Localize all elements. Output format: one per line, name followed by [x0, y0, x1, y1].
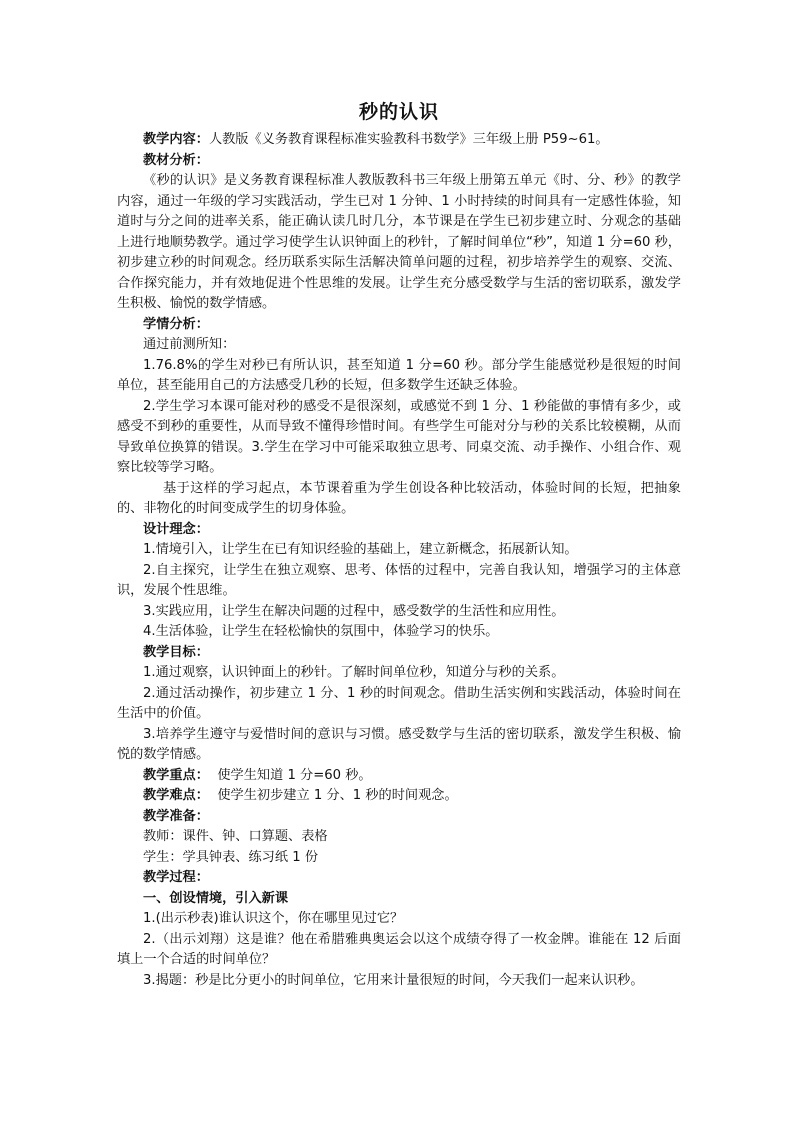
lesson-plan	[117, 98, 681, 991]
analysis-heading: 教材分析：	[143, 152, 209, 168]
learners-point-2: 2.学生学习本课可能对秒的感受不是很深刻，或感觉不到 1 分、1 秒能做的事情有多少，或感受不到秒的重要性，从而导致不懂得珍惜时间。有些学生可能对分与秒的关系比较模糊，从而导致单位换算的错误。3.学生在学习中可能采取独立思考、同桌交流、动手操作、小组合作、观察比较等学习略。	[117, 398, 681, 475]
process-section-1: 一、创设情境，引入新课	[143, 890, 289, 906]
key-point-text: 使学生知道 1 分=60 秒。	[217, 767, 372, 783]
analysis-paragraph: 《秒的认识》是义务教育课程标准人教版教科书三年级上册第五单元《时、分、秒》的教学内容，通过一年级的学习实践活动，学生已对 1 分钟、1 小时持续的时间具有一定感性体验，知道时与分之间的进率关系，能正确认读几时几分，本节课是在学生已初步建立时、分观念的基础上进行地顺势教学。通过学习使学生认识钟面上的秒针，了解时间单位“秒”，知道 1 分=60 秒，初步建立秒的时间观念。经历联系实际生活解决简单问题的过程，初步培养学生的观察、交流、合作探究能力，并有效地促进个性思维的发展。让学生充分感受数学与生活的密切联系，激发学生积极、愉悦的数学情感。	[117, 173, 681, 311]
content-label: 教学内容：	[143, 132, 209, 147]
process-item: 3.揭题：秒是比分更小的时间单位，它用来计量很短的时间，今天我们一起来认识秒。	[143, 972, 644, 988]
document-title: 秒的认识	[358, 101, 439, 123]
prep-student: 学生：学具钟表、练习纸 1 份	[143, 849, 319, 865]
goal-item: 3.培养学生遵守与爱惜时间的意识与习惯。感受数学与生活的密切联系，激发学生积极、愉悦的数学情感。	[117, 726, 681, 762]
design-item: 3.实践应用，让学生在解决问题的过程中，感受数学的生活性和应用性。	[143, 603, 565, 619]
goals-heading: 教学目标：	[143, 644, 209, 660]
learners-intro: 通过前测所知：	[143, 337, 236, 352]
prep-heading: 教学准备：	[143, 808, 209, 824]
difficulty-text: 使学生初步建立 1 分、1 秒的时间观念。	[217, 788, 458, 803]
learners-summary: 基于这样的学习起点，本节课着重为学生创设各种比较活动，体验时间的长短，把抽象的、非物化的时间变成学生的切身体验。	[117, 480, 681, 516]
prep-teacher: 教师：课件、钟、口算题、表格	[143, 829, 328, 844]
content-line	[117, 130, 681, 151]
design-item: 1.情境引入，让学生在已有知识经验的基础上，建立新概念，拓展新认知。	[143, 542, 578, 557]
learners-heading: 学情分析：	[143, 316, 209, 332]
goal-item: 1.通过观察，认识钟面上的秒针。了解时间单位秒，知道分与秒的关系。	[143, 665, 565, 680]
goal-item: 2.通过活动操作，初步建立 1 分、1 秒的时间观念。借助生活实例和实践活动，体验时间在生活中的价值。	[117, 685, 681, 721]
design-heading: 设计理念：	[143, 521, 209, 537]
difficulty-line	[117, 786, 681, 807]
process-item: 1.(出示秒表)谁认识这个，你在哪里见过它？	[143, 911, 404, 926]
process-heading: 教学过程：	[143, 870, 209, 885]
key-point-label: 教学重点：	[143, 767, 209, 783]
difficulty-label: 教学难点：	[143, 788, 209, 803]
content-text: 人教版《义务教育课程标准实验教科书数学》三年级上册 P59~61。	[208, 132, 609, 147]
learners-point-1: 1.76.8%的学生对秒已有所认识，甚至知道 1 分=60 秒。部分学生能感觉秒是很短的时间单位，甚至能用自己的方法感受几秒的长短，但多数学生还缺乏体验。	[117, 357, 681, 393]
design-item: 2.自主探究，让学生在独立观察、思考、体悟的过程中，完善自我认知，增强学习的主体意识，发展个性思维。	[117, 562, 681, 598]
process-item: 2.（出示刘翔）这是谁？他在希腊雅典奥运会以这个成绩夺得了一枚金牌。谁能在 12 后面填上一个合适的时间单位？	[117, 931, 681, 967]
design-item: 4.生活体验，让学生在轻松愉快的氛围中，体验学习的快乐。	[143, 624, 499, 639]
key-point-line	[117, 766, 681, 787]
